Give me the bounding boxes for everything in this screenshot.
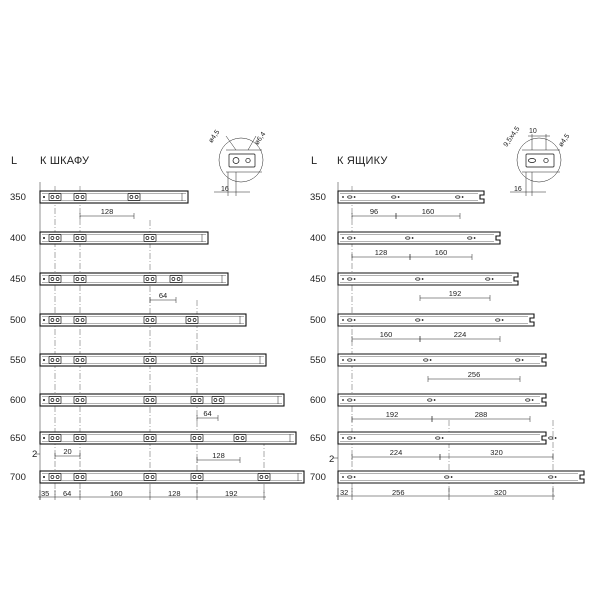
rail-length-label: 400 xyxy=(10,233,26,244)
rail-body xyxy=(338,314,534,326)
rail-length-label: 550 xyxy=(310,355,326,366)
cabinet-mount-hole xyxy=(144,474,156,481)
drawer-mount-hole xyxy=(348,196,356,198)
cabinet-rail-row xyxy=(10,314,246,326)
dim-650-offset: 20 xyxy=(63,447,72,456)
drawer-rail-row xyxy=(310,273,518,285)
cabinet-mount-hole xyxy=(49,194,61,201)
dim-600-spacing: 64 xyxy=(203,409,212,418)
cabinet-mount-hole xyxy=(74,276,86,283)
dim-550-spacing: 256 xyxy=(467,370,481,379)
drawer-mount-hole xyxy=(526,399,534,401)
dim-350-spacing: 128 xyxy=(100,207,114,216)
left-bottom-dim-3: 160 xyxy=(110,489,123,498)
cabinet-mount-hole xyxy=(49,474,61,481)
rail-length-label: 650 xyxy=(310,433,326,444)
drawer-rail-row xyxy=(310,314,534,326)
cabinet-row-dimensions xyxy=(55,207,240,463)
drawer-mount-hole xyxy=(416,278,424,280)
left-bottom-dimensions xyxy=(38,489,266,500)
drawer-mount-hole xyxy=(348,437,356,439)
drawer-rail-row xyxy=(310,354,546,366)
drawer-mount-hole xyxy=(516,359,524,361)
drawer-mount-hole xyxy=(496,319,504,321)
cabinet-mount-hole xyxy=(49,276,61,283)
dim-350-spacing-2: 160 xyxy=(421,207,435,216)
rail-length-label: 700 xyxy=(310,472,326,483)
rail-length-label: 550 xyxy=(10,355,26,366)
rail-length-label: 500 xyxy=(310,315,326,326)
rail-body xyxy=(40,232,208,244)
cabinet-mount-hole xyxy=(49,435,61,442)
dim-400-spacing-2: 160 xyxy=(434,248,448,257)
drawer-mount-hole xyxy=(436,437,444,439)
rail-body xyxy=(338,471,584,483)
cabinet-mount-hole xyxy=(49,357,61,364)
cabinet-mount-hole xyxy=(144,357,156,364)
rail-body xyxy=(338,232,500,244)
rail-body xyxy=(40,314,246,326)
cabinet-mount-hole xyxy=(49,397,61,404)
rail-length-label: 450 xyxy=(10,274,26,285)
right-bottom-dim-3: 320 xyxy=(494,488,507,497)
drawer-mount-hole xyxy=(406,237,414,239)
drawer-mount-hole xyxy=(428,399,436,401)
dim-400-spacing-1: 128 xyxy=(374,248,388,257)
cabinet-rail-row xyxy=(10,273,228,285)
right-hole-detail xyxy=(503,126,572,196)
left-bottom-dim-5: 192 xyxy=(225,489,238,498)
cabinet-side-panel xyxy=(10,129,304,500)
cabinet-rail-row xyxy=(10,432,296,444)
dim-350-spacing-1: 96 xyxy=(369,207,379,216)
cabinet-mount-hole xyxy=(74,357,86,364)
left-length-header: L xyxy=(11,155,18,167)
left-bottom-dim-2: 64 xyxy=(63,489,72,498)
right-detail-label-2: 9,5x4,5 xyxy=(502,125,522,149)
left-panel-title: К ШКАФУ xyxy=(40,155,90,167)
cabinet-rail-row xyxy=(10,232,208,244)
rail-body xyxy=(40,273,228,285)
rail-body xyxy=(338,394,546,406)
left-detail-label-3: 16 xyxy=(221,186,229,193)
cabinet-rail-row xyxy=(10,471,304,483)
drawer-mount-hole xyxy=(348,476,356,478)
left-detail-label-2: ø6,4 xyxy=(253,130,268,147)
drawer-mount-hole xyxy=(348,319,356,321)
rail-length-label: 600 xyxy=(310,395,326,406)
right-panel-title: К ЯЩИКУ xyxy=(337,155,388,167)
dim-600-spacing-1: 192 xyxy=(385,410,399,419)
cabinet-mount-hole xyxy=(74,397,86,404)
drawer-mount-hole xyxy=(456,196,464,198)
dim-450-spacing: 64 xyxy=(158,291,168,300)
dim-500-spacing-1: 160 xyxy=(379,330,393,339)
drawer-mount-hole xyxy=(549,437,557,439)
cabinet-mount-hole xyxy=(144,435,156,442)
dim-600-spacing-2: 288 xyxy=(474,410,488,419)
cabinet-mount-hole xyxy=(74,435,86,442)
cabinet-mount-hole xyxy=(74,317,86,324)
left-bottom-dim-1: 35 xyxy=(41,489,50,498)
cabinet-rail-row xyxy=(10,354,266,366)
cabinet-mount-hole xyxy=(144,397,156,404)
drawer-mount-hole xyxy=(348,359,356,361)
cabinet-mount-hole xyxy=(49,235,61,242)
dim-650-spacing: 128 xyxy=(212,451,225,460)
rail-length-label: 350 xyxy=(10,192,26,203)
cabinet-mount-hole xyxy=(170,276,182,283)
drawer-mount-hole xyxy=(468,237,476,239)
cabinet-mount-hole xyxy=(144,235,156,242)
rail-body xyxy=(338,273,518,285)
drawer-mount-hole xyxy=(348,237,356,239)
drawer-mount-hole xyxy=(445,476,453,478)
drawer-mount-hole xyxy=(348,399,356,401)
cabinet-mount-hole xyxy=(191,397,203,404)
right-detail-label-4: 16 xyxy=(514,186,522,193)
drawer-rail-row xyxy=(310,232,500,244)
drawer-mount-hole xyxy=(416,319,424,321)
cabinet-mount-hole xyxy=(191,435,203,442)
cabinet-mount-hole xyxy=(144,317,156,324)
right-offset-label: 2 xyxy=(329,454,335,465)
cabinet-rail-row xyxy=(10,394,284,406)
cabinet-mount-hole xyxy=(74,194,86,201)
right-bottom-dim-2: 256 xyxy=(392,488,405,497)
cabinet-mount-hole xyxy=(191,357,203,364)
left-hole-detail xyxy=(208,129,268,196)
rail-length-label: 500 xyxy=(10,315,26,326)
left-bottom-dim-4: 128 xyxy=(168,489,181,498)
rail-length-label: 700 xyxy=(10,472,26,483)
right-bottom-dim-1: 32 xyxy=(340,488,349,497)
dim-450-spacing: 192 xyxy=(448,289,462,298)
drawer-rail-row xyxy=(310,394,546,406)
cabinet-mount-hole xyxy=(74,474,86,481)
cabinet-mount-hole xyxy=(234,435,246,442)
dim-650-spacing-2: 320 xyxy=(490,448,503,457)
drawer-mount-hole xyxy=(348,278,356,280)
drawer-row-dimensions xyxy=(352,207,553,460)
rail-length-label: 400 xyxy=(310,233,326,244)
dim-650-spacing-1: 224 xyxy=(389,448,403,457)
drawer-mount-hole xyxy=(486,278,494,280)
drawer-side-panel xyxy=(310,126,584,500)
drawer-mount-hole xyxy=(392,196,400,198)
right-detail-label-3: ø4,5 xyxy=(557,132,572,149)
drawer-rail-row xyxy=(310,471,584,483)
drawer-rail-row xyxy=(310,191,484,203)
left-detail-label-1: ø4,5 xyxy=(207,128,222,145)
right-detail-label-1: 10 xyxy=(529,128,537,135)
cabinet-rail-row xyxy=(10,191,188,203)
cabinet-mount-hole xyxy=(49,317,61,324)
cabinet-mount-hole xyxy=(258,474,270,481)
rail-body xyxy=(40,191,188,203)
left-offset-label: 2 xyxy=(32,449,38,460)
rail-length-label: 350 xyxy=(310,192,326,203)
rail-length-label: 450 xyxy=(310,274,326,285)
drawer-rail-row xyxy=(310,432,556,444)
cabinet-mount-hole xyxy=(212,397,224,404)
cabinet-mount-hole xyxy=(191,474,203,481)
dim-500-spacing-2: 224 xyxy=(453,330,467,339)
cabinet-mount-hole xyxy=(186,317,198,324)
cabinet-mount-hole xyxy=(144,276,156,283)
rail-length-label: 650 xyxy=(10,433,26,444)
right-bottom-dimensions xyxy=(336,488,555,500)
rail-body xyxy=(338,354,546,366)
right-length-header: L xyxy=(311,155,318,167)
cabinet-mount-hole xyxy=(74,235,86,242)
drawer-mount-hole xyxy=(424,359,432,361)
cabinet-mount-hole xyxy=(128,194,140,201)
rail-length-label: 600 xyxy=(10,395,26,406)
drawer-mount-hole xyxy=(549,476,557,478)
